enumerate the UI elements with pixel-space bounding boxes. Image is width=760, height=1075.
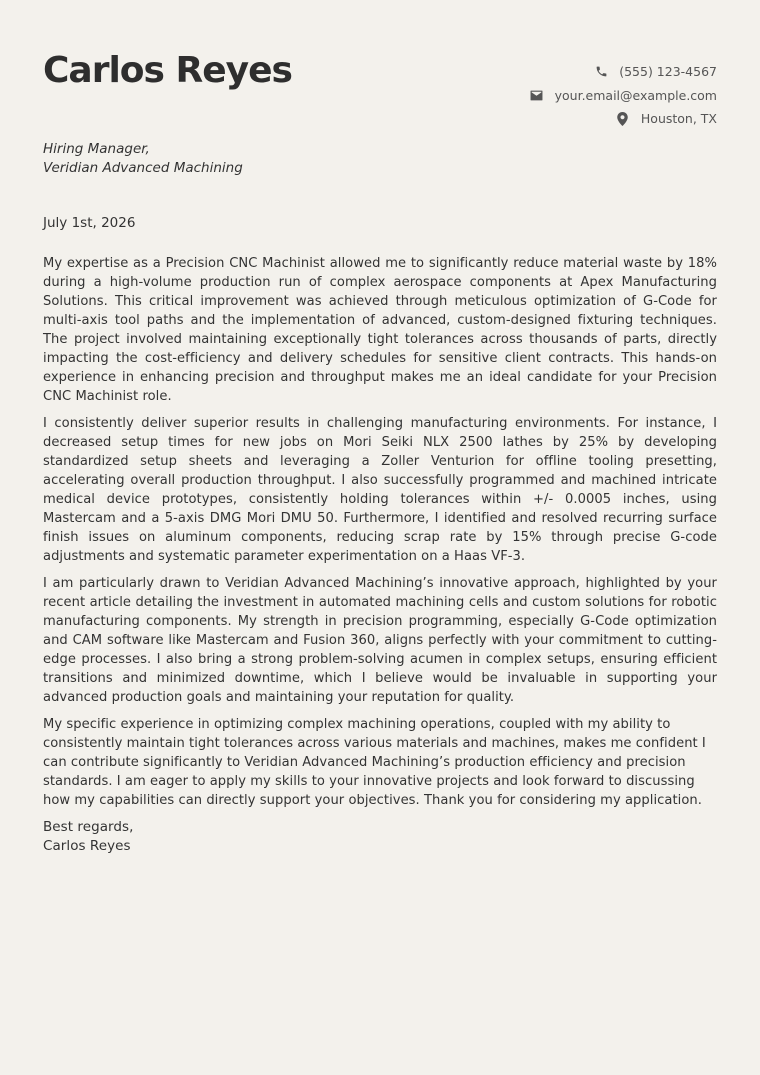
letter-body: [43, 254, 717, 856]
contact-phone: (555) 123-4567: [619, 64, 717, 80]
contact-location: Houston, TX: [640, 111, 717, 127]
body-paragraph-3: I am particularly drawn to Veridian Advanced Machining’s innovative approach, highlighted by your recent article detailing the investment in automated machining cells and custom solutions for robotic manufacturing components. My strength in precision programming, especially G-Code optimization and CAM software like Mastercam and Fusion 360, aligns perfectly with your commitment to cutting-edge processes. I also bring a strong problem-solving acumen in complex setups, ensuring efficient transitions and minimized downtime, which I believe would be invaluable in supporting your advanced production goals and maintaining your reputation for quality.: [43, 576, 717, 705]
location-pin-icon: [616, 112, 630, 126]
contact-email[interactable]: your.email@example.com: [554, 87, 717, 103]
recipient-company: Veridian Advanced Machining: [43, 160, 243, 176]
contact-email-row: [530, 84, 717, 108]
recipient-title: Hiring Manager,: [43, 141, 150, 157]
contact-location-row: [530, 107, 717, 131]
envelope-icon: [530, 88, 544, 102]
contact-phone-row: [530, 60, 717, 84]
recipient-block: [43, 140, 243, 178]
closing-signature: Carlos Reyes: [43, 838, 131, 854]
body-paragraph-1: My expertise as a Precision CNC Machinist allowed me to significantly reduce material waste by 18% during a high-volume production run of complex aerospace components at Apex Manufacturing Solutions. This critical improvement was achieved through meticulous optimization of G-Code for multi-axis tool paths and the implementation of advanced, custom-designed fixturing techniques. The project involved maintaining exceptionally tight tolerances across thousands of parts, directly impacting the cost-efficiency and delivery schedules for sensitive client contracts. This hands-on experience in enhancing precision and throughput makes me an ideal candidate for your Precision CNC Machinist role.: [43, 256, 717, 404]
contact-block: [530, 60, 717, 131]
phone-icon: [594, 65, 608, 79]
closing-block: [43, 818, 717, 856]
applicant-name: Carlos Reyes: [43, 50, 292, 91]
body-paragraph-2: I consistently deliver superior results in challenging manufacturing environments. For instance, I decreased setup times for new jobs on Mori Seiki NLX 2500 lathes by 25% by developing standardized setup sheets and leveraging a Zoller Venturion for offline tooling presetting, accelerating overall production throughput. I also successfully programmed and machined intricate medical device prototypes, consistently holding tolerances within +/- 0.0005 inches, using Mastercam and a 5-axis DMG Mori DMU 50. Furthermore, I identified and resolved recurring surface finish issues on aluminum components, reducing scrap rate by 15% through precise G-code adjustments and systematic parameter experimentation on a Haas VF-3.: [43, 416, 717, 564]
letter-date: July 1st, 2026: [43, 215, 136, 231]
closing-salutation: Best regards,: [43, 819, 134, 835]
body-paragraph-4: My specific experience in optimizing complex machining operations, coupled with my ability to consistently maintain tight tolerances across various materials and machines, makes me confident I can contribute significantly to Veridian Advanced Machining’s production efficiency and precision standards. I am eager to apply my skills to your innovative projects and look forward to discussing how my capabilities can directly support your objectives. Thank you for considering my application.: [43, 717, 706, 808]
